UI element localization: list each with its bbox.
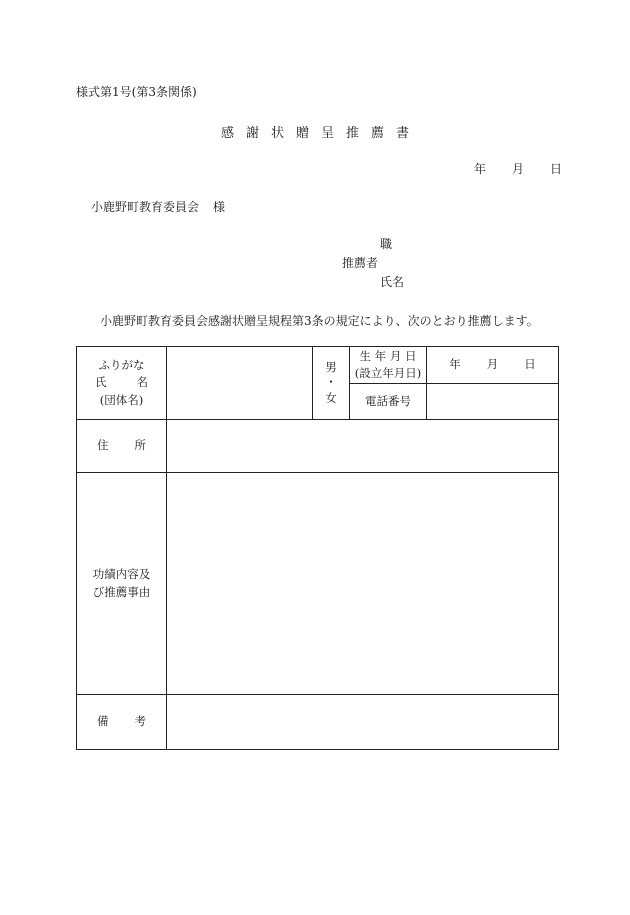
name-label-cell (77, 347, 167, 420)
phone-label: 電話番号 (350, 384, 427, 420)
birth-date-input-cell[interactable] (427, 347, 559, 384)
title-char: 状 (270, 126, 284, 141)
birth-year-label: 年 (449, 357, 461, 372)
recommender-name-label: 氏名 (380, 275, 405, 289)
form-reference: 様式第1号(第3条関係) (76, 85, 197, 99)
title-char: 贈 (295, 126, 309, 141)
birth-date-label: 生 年 月 日 (359, 348, 417, 363)
birth-date-label-cell (350, 347, 427, 384)
recommender-label: 推薦者 (342, 256, 379, 270)
achievements-label-line1: 功績内容及 (92, 567, 151, 582)
remarks-label: 備 考 (77, 695, 167, 750)
document-title (0, 122, 630, 141)
date-year-label: 年 (474, 162, 487, 176)
recommendation-form-table (76, 346, 559, 750)
addressee-honorific: 様 (213, 200, 226, 214)
title-char: 薦 (371, 126, 385, 141)
group-name-label: (団体名) (99, 392, 144, 407)
sex-female-label: 女 (325, 390, 337, 405)
phone-input-cell[interactable] (427, 384, 559, 420)
sex-male-label: 男 (325, 359, 337, 374)
title-char: 呈 (321, 126, 335, 141)
sex-separator: ・ (325, 375, 337, 390)
date-month-label: 月 (512, 162, 525, 176)
addressee (91, 198, 225, 215)
title-char: 感 (220, 126, 234, 141)
founding-date-label: (設立年月日) (354, 366, 422, 380)
furigana-label: ふりがな (98, 358, 145, 373)
remarks-input-cell[interactable] (167, 695, 559, 750)
recommendation-statement: 小鹿野町教育委員会感謝状贈呈規程第3条の規定により、次のとおり推薦します。 (100, 314, 539, 328)
addressee-name: 小鹿野町教育委員会 (91, 200, 200, 214)
address-label: 住 所 (77, 420, 167, 473)
achievements-label (77, 473, 167, 695)
title-char: 謝 (245, 126, 259, 141)
title-char: 書 (396, 126, 410, 141)
birth-month-label: 月 (486, 357, 499, 372)
name-label: 氏 名 (95, 375, 148, 390)
achievements-input-cell[interactable] (167, 473, 559, 695)
date-day-label: 日 (550, 162, 563, 176)
achievements-label-line2: び推薦事由 (92, 584, 151, 599)
job-title-label: 職 (380, 237, 393, 251)
submission-date (474, 160, 562, 177)
name-input-cell[interactable] (167, 347, 313, 420)
title-char: 推 (346, 126, 360, 141)
sex-cell[interactable] (313, 347, 350, 420)
address-input-cell[interactable] (167, 420, 559, 473)
birth-day-label: 日 (524, 357, 536, 372)
